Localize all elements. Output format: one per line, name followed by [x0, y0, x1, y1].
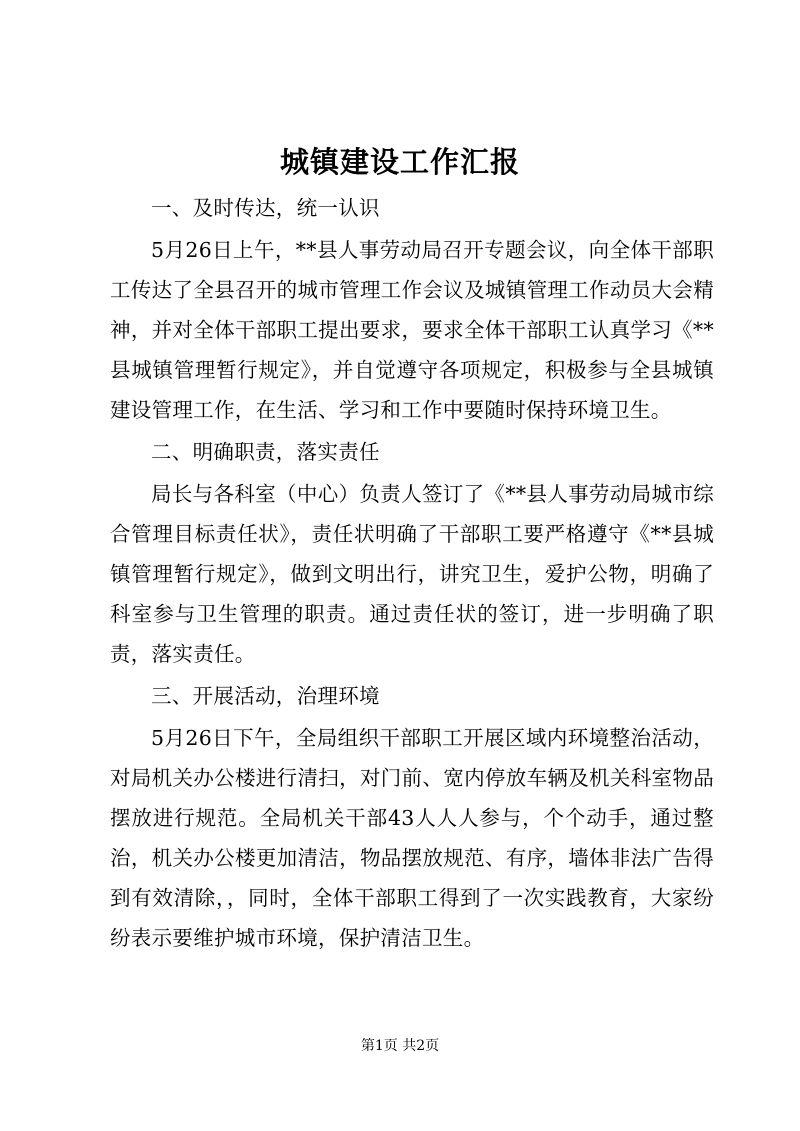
section-heading-3: 三、开展活动，治理环境 — [151, 684, 380, 708]
paragraph-1: 5月26日上午，**县人事劳动局召开专题会议，向全体干部职工传达了全县召开的城市管理工作会议及城镇管理工作动员大会精神，并对全体干部职工提出要求，要求全体干部职工认真学习《**县城镇管理暂行规定》，并自觉遵守各项规定，积极参与全县城镇建设管理工作，在生活、学习和工作中要随时保持环境卫生。 — [110, 238, 714, 422]
section-heading-2: 二、明确职责，落实责任 — [151, 440, 380, 464]
document-title: 城镇建设工作汇报 — [279, 145, 520, 179]
paragraph-2: 局长与各科室（中心）负责人签订了《**县人事劳动局城市综合管理目标责任状》，责任状明确了干部职工要严格遵守《**县城镇管理暂行规定》，做到文明出行，讲究卫生，爱护公物，明确了科室参与卫生管理的职责。通过责任状的签订，进一步明确了职责，落实责任。 — [110, 482, 714, 666]
page-number-footer: 第1页 共2页 — [360, 1038, 440, 1054]
document-body — [110, 188, 714, 960]
paragraph-3: 5月26日下午，全局组织干部职工开展区域内环境整治活动，对局机关办公楼进行清扫，对门前、宽内停放车辆及机关科室物品摆放进行规范。全局机关干部43人人人参与，个个动手，通过整治，机关办公楼更加清洁，物品摆放规范、有序，墙体非法广告得到有效清除，，同时，全体干部职工得到了一次实践教育，大家纷纷表示要维护城市环境，保护清洁卫生。 — [110, 726, 714, 950]
section-heading-1: 一、及时传达，统一认识 — [151, 196, 380, 220]
